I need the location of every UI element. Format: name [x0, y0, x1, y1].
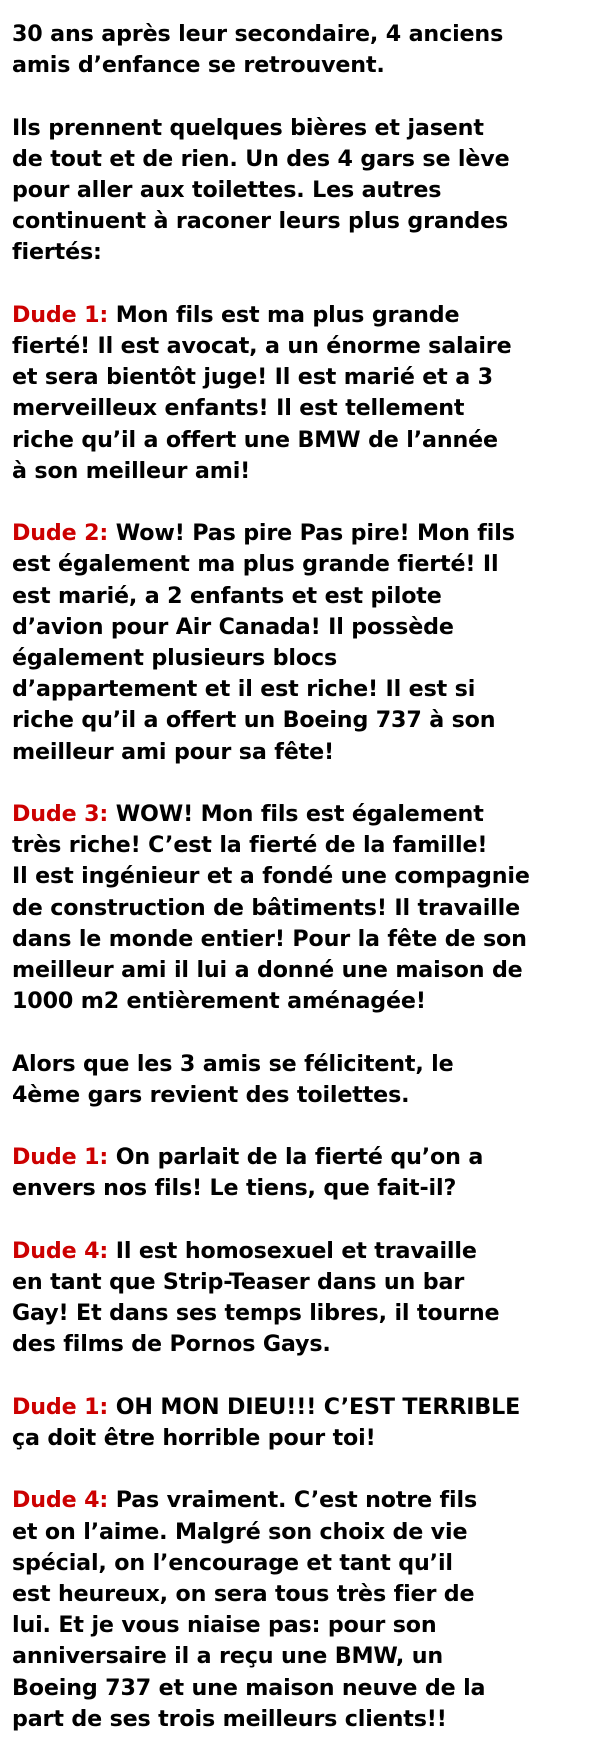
text-line: Ils prennent quelques bières et jasent — [12, 114, 484, 141]
dialogue-paragraph — [12, 1392, 588, 1454]
text-line: de construction de bâtiments! Il travaille — [12, 894, 520, 921]
setup-paragraph — [12, 113, 588, 269]
text-line: merveilleux enfants! Il est tellement — [12, 395, 465, 422]
speaker-label: Dude 1: — [12, 1393, 109, 1420]
dialogue-paragraph — [12, 1142, 588, 1204]
text-line: Il est ingénieur et a fondé une compagnie — [12, 863, 530, 890]
text-line: est heureux, on sera tous très fier de — [12, 1581, 475, 1608]
speaker-label: Dude 3: — [12, 801, 109, 828]
speaker-label: Dude 4: — [12, 1237, 109, 1264]
speaker-label: Dude 1: — [12, 301, 109, 328]
text-line: part de ses trois meilleurs clients!! — [12, 1705, 447, 1732]
text-line: dans le monde entier! Pour la fête de son — [12, 925, 527, 952]
text-line: en tant que Strip-Teaser dans un bar — [12, 1269, 465, 1296]
text-line: amis d’enfance se retrouvent. — [12, 52, 385, 79]
dialogue-text: OH MON DIEU!!! C’EST TERRIBLE — [108, 1393, 521, 1420]
punchline-paragraph — [12, 1485, 588, 1735]
dialogue-first-line — [12, 518, 588, 549]
dialogue-first-line — [12, 799, 588, 830]
dialogue-paragraph — [12, 799, 588, 1017]
dialogue-paragraph — [12, 518, 588, 768]
text-line: fiertés: — [12, 239, 102, 266]
text-line: d’appartement et il est riche! Il est si — [12, 676, 476, 703]
dialogue-first-line — [12, 1485, 588, 1516]
text-line: spécial, on l’encourage et tant qu’il — [12, 1549, 453, 1576]
text-line: 1000 m2 entièrement aménagée! — [12, 988, 426, 1015]
text-line: Alors que les 3 amis se félicitent, le — [12, 1050, 454, 1077]
text-line: riche qu’il a offert une BMW de l’année — [12, 426, 498, 453]
text-line: continuent à raconer leurs plus grandes — [12, 208, 509, 235]
dialogue-paragraph — [12, 1236, 588, 1361]
dialogue-paragraph — [12, 300, 588, 487]
text-line: anniversaire il a reçu une BMW, un — [12, 1643, 444, 1670]
text-line: à son meilleur ami! — [12, 457, 251, 484]
text-line: est marié, a 2 enfants et est pilote — [12, 582, 442, 609]
text-line: 4ème gars revient des toilettes. — [12, 1081, 410, 1108]
text-line: envers nos fils! Le tiens, que fait-il? — [12, 1175, 457, 1202]
text-line: des films de Pornos Gays. — [12, 1331, 331, 1358]
text-line: fierté! Il est avocat, a un énorme salaire — [12, 333, 512, 359]
text-line: ça doit être horrible pour toi! — [12, 1425, 376, 1452]
dialogue-first-line — [12, 1392, 588, 1423]
text-line: et sera bientôt juge! Il est marié et a 3 — [12, 364, 493, 391]
text-line: et on l’aime. Malgré son choix de vie — [12, 1518, 468, 1545]
intro-paragraph — [12, 19, 588, 81]
text-line: pour aller aux toilettes. Les autres — [12, 177, 442, 203]
text-line: lui. Et je vous niaise pas: pour son — [12, 1612, 437, 1639]
dialogue-text: Pas vraiment. C’est notre fils — [108, 1487, 478, 1514]
dialogue-first-line — [12, 1236, 588, 1267]
dialogue-text: On parlait de la fierté qu’on a — [108, 1144, 484, 1171]
narration-paragraph — [12, 1049, 588, 1111]
text-line: également plusieurs blocs — [12, 645, 337, 672]
speaker-label: Dude 2: — [12, 520, 109, 547]
dialogue-text: Il est homosexuel et travaille — [108, 1237, 477, 1264]
text-line: d’avion pour Air Canada! Il possède — [12, 613, 454, 640]
speaker-label: Dude 1: — [12, 1144, 109, 1171]
dialogue-text: WOW! Mon fils est également — [108, 801, 484, 828]
text-line: est également ma plus grande fierté! Il — [12, 551, 499, 578]
text-line: très riche! C’est la fierté de la famille! — [12, 832, 488, 859]
text-line: 30 ans après leur secondaire, 4 anciens — [12, 21, 504, 47]
text-line: Boeing 737 et une maison neuve de la — [12, 1674, 486, 1701]
dialogue-text: Wow! Pas pire Pas pire! Mon fils — [108, 520, 515, 547]
text-line: de tout et de rien. Un des 4 gars se lève — [12, 145, 510, 172]
dialogue-first-line — [12, 1142, 588, 1173]
text-line: Gay! Et dans ses temps libres, il tourne — [12, 1300, 500, 1327]
text-line: meilleur ami pour sa fête! — [12, 738, 334, 765]
dialogue-first-line — [12, 300, 588, 331]
text-line: meilleur ami il lui a donné une maison de — [12, 957, 523, 984]
dialogue-text: Mon fils est ma plus grande — [108, 301, 460, 328]
speaker-label: Dude 4: — [12, 1487, 109, 1514]
text-line: riche qu’il a offert un Boeing 737 à son — [12, 707, 496, 734]
